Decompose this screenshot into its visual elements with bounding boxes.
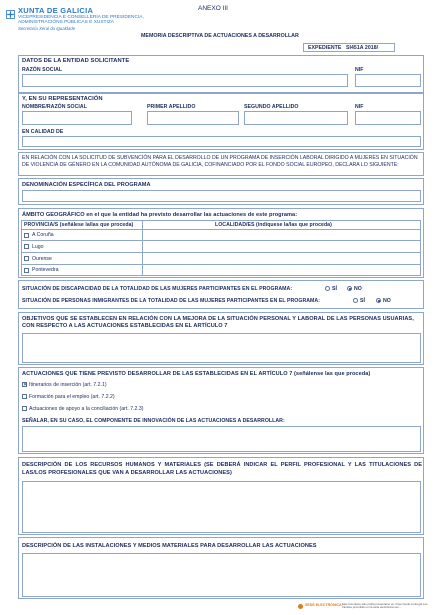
provincia-checkbox[interactable] (24, 268, 29, 273)
denominacion-label: DENOMINACIÓN ESPECÍFICA DEL PROGRAMA (22, 182, 151, 188)
nif-field[interactable] (355, 74, 421, 87)
table-header (22, 221, 420, 230)
nombre-field[interactable] (22, 111, 132, 125)
actuacion-label: Actuaciones de apoyo a la conciliación (art. 7.2.3) (29, 406, 144, 412)
section-actuaciones (18, 367, 424, 454)
table-row (22, 265, 420, 276)
expediente-box (303, 43, 395, 52)
discapacidad-no-radio[interactable] (347, 286, 352, 291)
inmigrantes-no-radio[interactable] (376, 298, 381, 303)
section-title: Y, EN SU REPRESENTACIÓN (22, 96, 103, 102)
section-instalaciones (18, 537, 424, 599)
org-secretariat: Secretaría Xeral da Igualdade (18, 26, 76, 31)
segundo-apellido-field[interactable] (244, 111, 348, 125)
section-relacion (18, 152, 424, 176)
inmigrantes-si-label: SÍ (360, 298, 366, 304)
provincia-checkbox[interactable] (24, 256, 29, 261)
discapacidad-si-label: SÍ (332, 286, 338, 292)
col-localidad: LOCALIDAD/ES (indíquese la/las que proceda) (215, 222, 332, 228)
section-objetivos (18, 312, 424, 365)
section-title: DATOS DE LA ENTIDAD SOLICITANTE (22, 58, 130, 64)
nif-label: NIF (355, 67, 364, 73)
discapacidad-label: SITUACIÓN DE DISCAPACIDAD DE LA TOTALIDAD DE LAS MUJERES PARTICIPANTES EN EL PROGRAMA: (22, 286, 293, 292)
org-name: XUNTA DE GALICIA (18, 6, 94, 15)
inmigrantes-si-radio[interactable] (353, 298, 358, 303)
nombre-label: NOMBRE/RAZÓN SOCIAL (22, 104, 87, 110)
primer-apellido-field[interactable] (147, 111, 239, 125)
section-entidad (18, 55, 424, 93)
footer (298, 603, 436, 613)
discapacidad-no-label: NO (354, 286, 362, 292)
table-row (22, 253, 420, 265)
provincia-label: Pontevedra (32, 267, 59, 273)
actuacion-checkbox-formacion[interactable] (22, 394, 27, 399)
objetivos-label: OBJETIVOS QUE SE ESTABLECEN EN RELACIÓN CON LA MEJORA DE LA SITUACIÓN PERSONAL Y LABORAL DE LAS PERSONAS USUARIAS, CON RESPECTO A LAS ACTUACIONES ESTABLECIDAS EN EL ARTÍCULO 7 (22, 316, 414, 329)
provincia-label: A Coruña (32, 232, 54, 238)
discapacidad-si-radio[interactable] (325, 286, 330, 291)
innovacion-field[interactable] (22, 426, 421, 452)
expediente-value: SI451A 2018/ (346, 45, 379, 51)
col-provincia: PROVINCIA/S (señálese la/las que proceda) (24, 222, 134, 228)
actuacion-label: Formación para el empleo (art. 7.2.2) (29, 394, 115, 400)
section-ambito (18, 208, 424, 278)
sede-icon (298, 604, 303, 609)
org-department-line2: ADMINISTRACIÓNS PÚBLICAS E XUSTIZA (18, 20, 114, 25)
form-title: MEMORIA DESCRIPTIVA DE ACTUACIONES A DESARROLLAR (141, 33, 299, 39)
razon-social-field[interactable] (22, 74, 348, 87)
annex-label: ANEXO III (198, 5, 228, 12)
section-denominacion (18, 178, 424, 205)
inmigrantes-label: SITUACIÓN DE PERSONAS INMIGRANTES DE LA TOTALIDAD DE LAS MUJERES PARTICIPANTES EN EL PROGRAMA: (22, 298, 320, 304)
provincia-label: Ourense (32, 256, 52, 262)
calidad-label: EN CALIDAD DE (22, 129, 64, 135)
org-department-line1: VICEPRESIDENCIA E CONSELLERÍA DE PRESIDENCIA, (18, 15, 144, 20)
section-situaciones (18, 280, 424, 309)
denominacion-field[interactable] (22, 190, 421, 202)
ambito-title: ÁMBITO GEOGRÁFICO en el que la entidad ha previsto desarrollar las actuaciones de este programa: (22, 212, 298, 218)
actuacion-checkbox-itinerarios[interactable]: ✕ (23, 382, 28, 388)
primer-apellido-label: PRIMER APELLIDO (147, 104, 196, 110)
razon-social-label: RAZÓN SOCIAL (22, 67, 63, 73)
xunta-logo (6, 6, 15, 15)
nif-field[interactable] (355, 111, 421, 125)
actuacion-checkbox-conciliacion[interactable] (22, 406, 27, 411)
ambito-table (21, 220, 421, 276)
provincia-checkbox[interactable] (24, 233, 29, 238)
objetivos-field[interactable] (22, 333, 421, 363)
nif-label: NIF (355, 104, 364, 110)
segundo-apellido-label: SEGUNDO APELLIDO (244, 104, 299, 110)
table-row (22, 241, 420, 253)
recursos-field[interactable] (22, 481, 421, 533)
expediente-label: EXPEDIENTE (308, 45, 342, 51)
actuaciones-title: ACTUACIONES QUE TIENE PREVISTO DESARROLLAR DE LAS ESTABLECIDAS EN EL ARTÍCULO 7 (señálense las que proceda) (22, 371, 371, 377)
relacion-text: EN RELACIÓN CON LA SOLICITUD DE SUBVENCIÓN PARA EL DESARROLLO DE UN PROGRAMA DE INSERCIÓN LABORAL DIRIGIDO A MUJERES EN SITUACIÓN DE VIOLENCIA DE GÉNERO EN LA COMUNIDAD AUTÓNOMA DE GALICIA, COFINANCIADO POR EL FONDO SOCIAL EUROPEO, DECLARA LO SIGUIENTE: (22, 155, 418, 168)
section-recursos (18, 457, 424, 535)
instalaciones-label: DESCRIPCIÓN DE LAS INSTALACIONES Y MEDIOS MATERIALES PARA DESARROLLAR LAS ACTUACIONES (22, 543, 317, 549)
inmigrantes-no-label: NO (383, 298, 391, 304)
footer-text: Este formulario sólo podrá presentarse en: https://sede.xunta.gal Los trámites permitidos en la sede electrónica son... (342, 603, 428, 610)
xunta-shield-icon (6, 10, 15, 19)
provincia-checkbox[interactable] (24, 244, 29, 249)
sede-label: SEDE ELECTRÓNICA (305, 603, 342, 607)
provincia-label: Lugo (32, 244, 44, 250)
calidad-field[interactable] (22, 136, 421, 147)
section-representacion (18, 93, 424, 150)
table-row (22, 230, 420, 241)
recursos-label: DESCRIPCIÓN DE LOS RECURSOS HUMANOS Y MATERIALES (SE DEBERÁ INDICAR EL PERFIL PROFESIONAL Y LAS TITULACIONES DE LAS/LOS PROFESIONALES QUE VAN A DESARROLLAR LAS ACTUACIONES) (22, 462, 422, 476)
instalaciones-field[interactable] (22, 553, 421, 597)
innovacion-label: SEÑALAR, EN SU CASO, EL COMPONENTE DE INNOVACIÓN DE LAS ACTUACIONES A DESARROLLAR: (22, 418, 285, 424)
actuacion-label: Itinerarios de inserción (art. 7.2.1) (29, 382, 107, 388)
